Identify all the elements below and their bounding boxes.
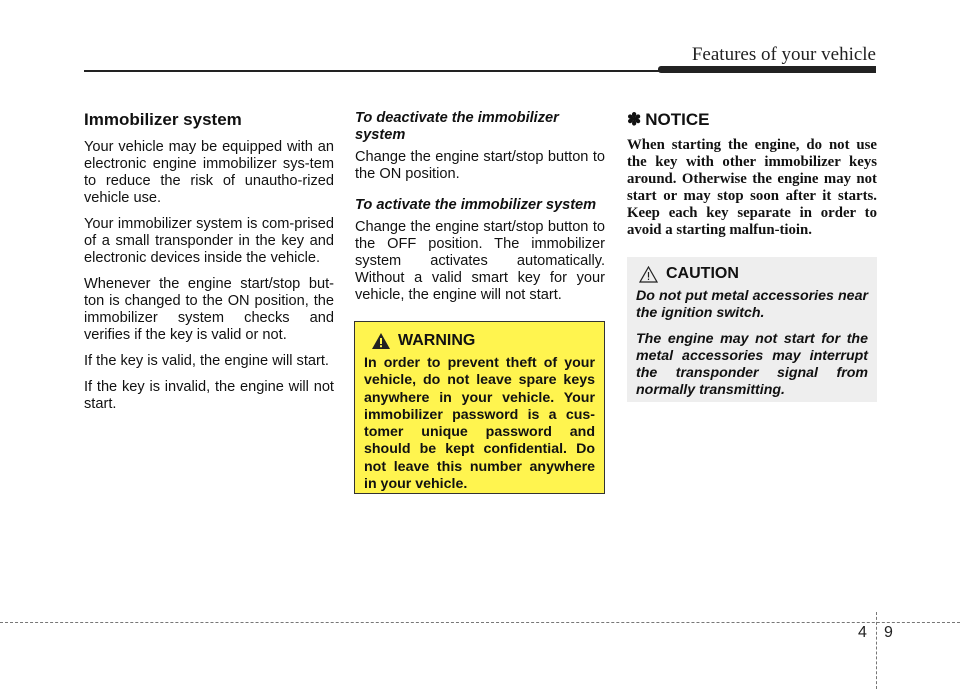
notice-header [627,110,877,130]
deactivate-heading: To deactivate the immobilizer system [355,110,559,143]
caution-header [639,265,868,283]
paragraph: Your immobilizer system is com-prised of a small transponder in the key and electronic devices inside the vehicle. [84,216,334,266]
header-rule-accent [658,66,876,73]
caution-label: CAUTION [666,265,739,282]
notice-text: When starting the engine, do not use the key with other immobilizer keys around. Otherwise the engine may not start or may stop soon after it starts. Keep each key separate in order to avoid a starting malfun-tioin. [627,137,877,238]
warning-box [354,321,605,494]
activate-heading: To activate the immobilizer system [355,197,597,213]
caution-triangle-icon [639,266,658,283]
caution-box [627,257,877,402]
section-heading: Immobilizer system [84,110,242,129]
paragraph: Whenever the engine start/stop but-ton is changed to the ON position, the immobilizer system checks and verifies if the key is valid or not. [84,276,334,343]
column-immobilizer [84,110,334,422]
notice-label: NOTICE [645,110,710,129]
column-activation [355,110,605,318]
warning-label: WARNING [398,332,476,349]
running-header-title: Features of your vehicle [691,44,876,65]
paragraph: If the key is valid, the engine will start. [84,353,329,369]
warning-header [372,332,595,350]
column-notice [627,110,877,239]
caution-text: The engine may not start for the metal accessories may interrupt the transponder signal from normally transmitting. [636,331,868,398]
footer-rule [0,622,960,623]
header-rule [84,70,660,72]
deactivate-block [355,110,605,183]
warning-text: In order to prevent theft of your vehicle, do not leave spare keys anywhere in your vehicle. Your immobilizer password is a cus-tomer unique password and should be kept confidential. Do not leave this number anywhere in your vehicle. [364,355,595,493]
warning-triangle-icon [372,333,390,349]
notice-star-icon: ✽ [627,110,642,129]
footer-divider [876,612,877,689]
page-number: 9 [884,624,893,641]
activate-text: Change the engine start/stop button to the OFF position. The immobilizer system activates automatically. Without a valid smart key for your vehicle, the engine will not start. [355,219,605,303]
chapter-number: 4 [858,624,867,641]
paragraph: Your vehicle may be equipped with an electronic engine immobilizer sys-tem to reduce the risk of unautho-rized vehicle use. [84,139,334,206]
deactivate-text: Change the engine start/stop button to the ON position. [355,149,605,182]
activate-block [355,197,605,304]
paragraph: If the key is invalid, the engine will not start. [84,379,334,412]
caution-text: Do not put metal accessories near the ignition switch. [636,288,868,321]
